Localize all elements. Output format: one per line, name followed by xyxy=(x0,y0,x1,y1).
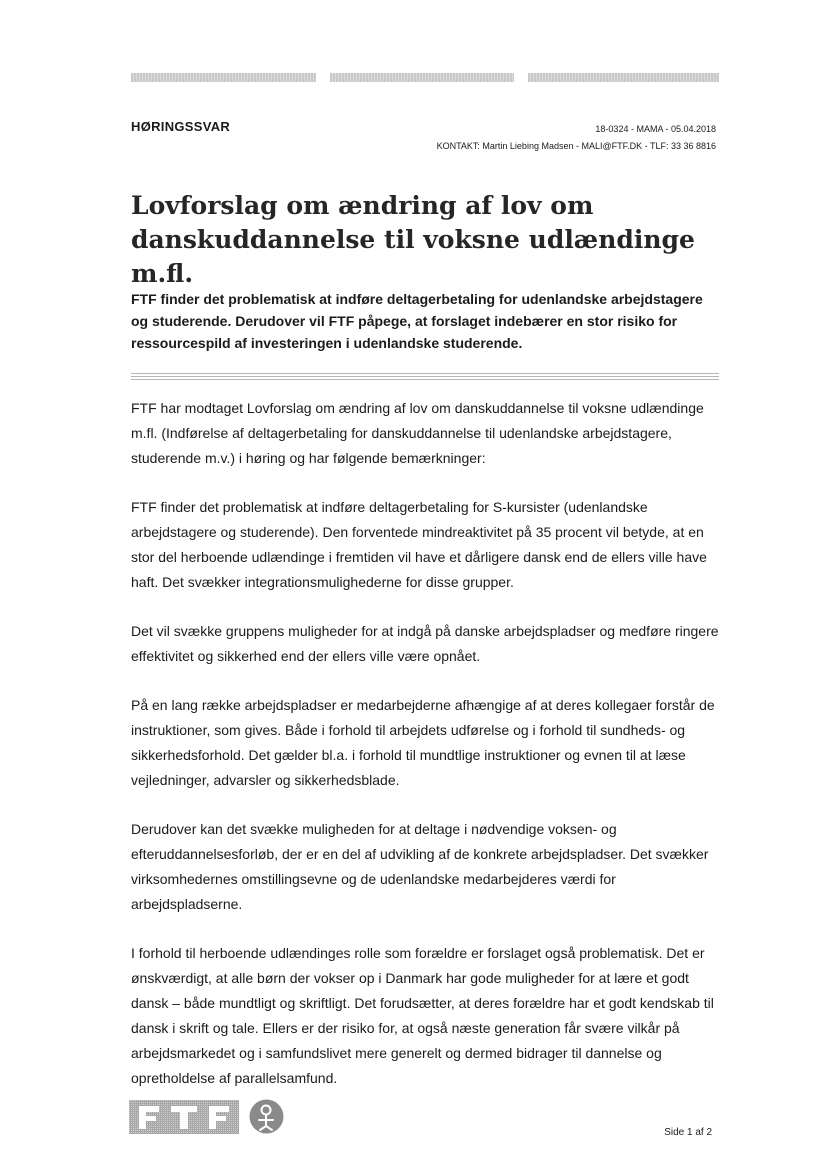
header-decorative-bars xyxy=(131,73,719,82)
body-paragraph: Derudover kan det svække muligheden for at deltage i nødvendige voksen- og efteruddannelsesforløb, der er en del af udvikling af de konkrete arbejdspladser. Det svækker virksomhedernes omstillingsevne og de udenlandske medarbejderes værdi for arbejdspladserne. xyxy=(131,821,709,912)
emblem-icon xyxy=(249,1099,284,1134)
section-divider xyxy=(131,373,719,382)
document-reference: 18-0324 - MAMA - 05.04.2018 xyxy=(595,124,716,134)
contact-line: KONTAKT: Martin Liebing Madsen - MALI@FTF.DK - TLF: 33 36 8816 xyxy=(436,141,716,151)
body-paragraph: FTF finder det problematisk at indføre deltagerbetaling for S-kursister (udenlandske arbejdstagere og studerende). Den forventede mindreaktivitet på 35 procent vil betyde, at en stor del herboende udlændinge i fremtiden vil have et dårligere dansk end de ellers ville have haft. Det svækker integrationsmulighederne for disse grupper. xyxy=(131,499,707,590)
body-text xyxy=(131,396,721,1115)
header-bar xyxy=(131,73,316,82)
body-paragraph: Det vil svække gruppens muligheder for at indgå på danske arbejdspladser og medføre ringere effektivitet og sikkerhed end der ellers ville være opnået. xyxy=(131,623,719,664)
header-bar xyxy=(528,73,719,82)
ftf-logo xyxy=(129,1100,239,1134)
page-number: Side 1 af 2 xyxy=(664,1127,712,1138)
document-title: Lovforslag om ændring af lov om danskuddannelse til voksne udlændinge m.fl. xyxy=(131,191,695,288)
body-paragraph: FTF har modtaget Lovforslag om ændring af lov om danskuddannelse til voksne udlændinge m.fl. (Indførelse af deltagerbetaling for danskuddannelse til udenlandske arbejdstagere, studerende m.v.) i høring og har følgende bemærkninger: xyxy=(131,400,704,466)
header-bar xyxy=(330,73,514,82)
lead-summary: FTF finder det problematisk at indføre deltagerbetaling for udenlandske arbejdstagere og studerende. Derudover vil FTF påpege, at forslaget indebærer en stor risiko for ressourcespild af investeringen i udenlandske studerende. xyxy=(131,291,703,351)
document-type: HØRINGSSVAR xyxy=(131,119,231,134)
body-paragraph: På en lang række arbejdspladser er medarbejderne afhængige af at deres kollegaer forstår de instruktioner, som gives. Både i forhold til arbejdets udførelse og i forhold til sundheds- og sikkerhedsforhold. Det gælder bl.a. i forhold til mundtlige instruktioner og evnen til at læse vejledninger, advarsler og sikkerhedsblade. xyxy=(131,697,715,788)
body-paragraph: I forhold til herboende udlændinges rolle som forældre er forslaget også problematisk. Det er ønskværdigt, at alle børn der vokser op i Danmark har gode muligheder for at lære et godt dansk – både mundtligt og skriftligt. Det forudsætter, at deres forældre har et godt kendskab til dansk i skrift og tale. Ellers er der risiko for, at også næste generation får svære vilkår på arbejdsmarkedet og i samfundslivet mere generelt og dermed bidrager til dannelse og opretholdelse af parallelsamfund. xyxy=(131,945,714,1086)
